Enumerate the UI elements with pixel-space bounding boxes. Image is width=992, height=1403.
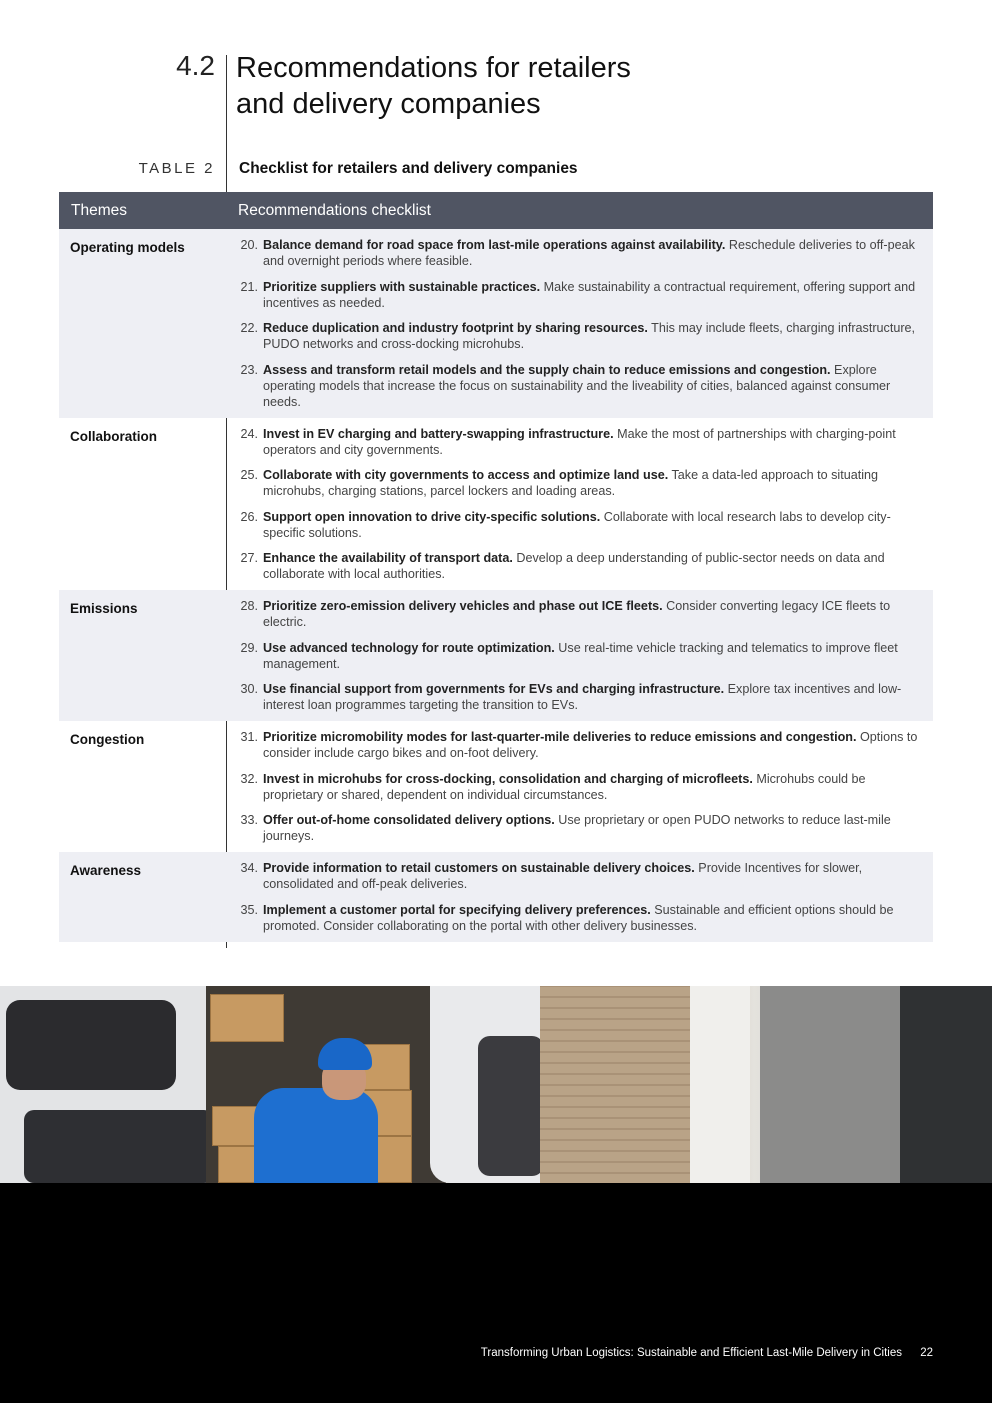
worker-shirt: [254, 1088, 378, 1183]
footer-title: Transforming Urban Logistics: Sustainable and Efficient Last-Mile Delivery in Cities: [480, 1347, 902, 1359]
item-detail: Take a data-led approach to situating microhubs, charging stations, parcel lockers and loading areas.: [263, 468, 879, 498]
recommendations-cell: [226, 852, 933, 942]
recommendation-item: [226, 279, 923, 311]
table-row: [59, 229, 933, 418]
table-row: [59, 418, 933, 591]
item-headline: Assess and transform retail models and the supply chain to reduce emissions and congestion.: [263, 362, 831, 377]
item-text: [263, 729, 923, 761]
section-title-line-1: Recommendations for retailers: [236, 52, 631, 84]
item-number: 22.: [240, 321, 258, 335]
item-headline: Provide information to retail customers on sustainable delivery choices.: [263, 861, 695, 875]
recommendation-item: [226, 362, 923, 410]
item-headline: Reduce duplication and industry footprint by sharing resources.: [263, 321, 648, 335]
item-text: [263, 550, 923, 582]
glass-door: [900, 986, 992, 1183]
item-headline: Use advanced technology for route optimization.: [263, 640, 555, 655]
item-text: [263, 467, 923, 499]
item-detail: Develop a deep understanding of public-sector needs on data and collaborate with local authorities.: [263, 551, 885, 581]
recommendation-item: [226, 598, 923, 630]
page-number: 22: [920, 1347, 933, 1359]
van-panel: [24, 1110, 214, 1183]
item-text: [263, 812, 923, 844]
item-text: [263, 598, 923, 630]
item-number: 35.: [240, 902, 258, 917]
item-headline: Prioritize suppliers with sustainable practices.: [263, 279, 541, 294]
recommendation-item: [226, 812, 923, 844]
table-header: [59, 192, 933, 229]
item-detail: Use real-time vehicle tracking and telematics to improve fleet management.: [263, 640, 898, 671]
table-label: TABLE 2: [138, 160, 215, 177]
van-window: [6, 1000, 176, 1090]
item-number: 28.: [240, 599, 258, 613]
item-text: [263, 279, 923, 311]
section-number: 4.2: [176, 50, 215, 81]
item-detail: This may include fleets, charging infrastructure, PUDO networks and cross-docking microhubs.: [263, 321, 916, 351]
van-door-window: [478, 1036, 544, 1176]
item-headline: Invest in EV charging and battery-swapping infrastructure.: [263, 426, 614, 441]
section-title: [236, 50, 796, 122]
item-detail: Explore tax incentives and low-interest loan programmes targeting the transition to EVs.: [263, 682, 902, 712]
header-recommendations: Recommendations checklist: [238, 202, 431, 219]
footer-band: [0, 1183, 992, 1403]
item-text: [263, 902, 923, 934]
checklist-table: [59, 192, 933, 942]
parcel-box: [210, 994, 284, 1042]
item-text: [263, 509, 923, 541]
item-headline: Invest in microhubs for cross-docking, consolidation and charging of microfleets.: [263, 771, 753, 786]
table-row: [59, 721, 933, 852]
recommendation-item: [226, 681, 923, 713]
section-header: [0, 48, 992, 128]
item-headline: Use financial support from governments for EVs and charging infrastructure.: [263, 682, 725, 696]
item-detail: Explore operating models that increase the focus on sustainability and the liveability of cities, balanced against consumer needs.: [263, 362, 891, 409]
item-text: [263, 640, 923, 672]
item-headline: Support open innovation to drive city-specific solutions.: [263, 509, 601, 524]
item-headline: Implement a customer portal for specifying delivery preferences.: [263, 902, 651, 917]
table-row: [59, 852, 933, 942]
recommendation-item: [226, 729, 923, 761]
item-detail: Provide Incentives for slower, consolidated and off-peak deliveries.: [263, 861, 863, 891]
item-detail: Microhubs could be proprietary or shared, dependent on individual circumstances.: [263, 771, 866, 802]
item-headline: Enhance the availability of transport data.: [263, 551, 513, 565]
item-number: 31.: [240, 730, 258, 744]
table-body: [59, 229, 933, 942]
recommendations-cell: [226, 721, 933, 852]
recommendation-item: [226, 237, 923, 269]
building-pillar: [690, 986, 750, 1183]
item-detail: Options to consider include cargo bikes and on-foot delivery.: [263, 730, 918, 760]
theme-cell: Congestion: [70, 732, 145, 747]
recommendation-item: [226, 426, 923, 458]
item-number: 33.: [240, 813, 258, 827]
item-number: 32.: [240, 771, 258, 786]
item-text: [263, 681, 923, 713]
item-headline: Balance demand for road space from last-mile operations against availability.: [263, 238, 726, 252]
item-detail: Make sustainability a contractual requirement, offering support and incentives as needed.: [263, 279, 916, 310]
item-number: 23.: [240, 362, 258, 377]
item-headline: Prioritize zero-emission delivery vehicles and phase out ICE fleets.: [263, 599, 663, 613]
delivery-van-photo: [0, 986, 992, 1183]
brick-wall: [540, 986, 710, 1183]
recommendation-item: [226, 550, 923, 582]
recommendations-cell: [226, 229, 933, 418]
theme-cell: Collaboration: [70, 428, 157, 444]
item-detail: Reschedule deliveries to off-peak and overnight periods where feasible.: [263, 238, 915, 268]
recommendation-item: [226, 902, 923, 934]
section-title-line-2: and delivery companies: [236, 88, 541, 120]
item-detail: Use proprietary or open PUDO networks to reduce last-mile journeys.: [263, 813, 891, 843]
table-row: [59, 590, 933, 721]
recommendation-item: [226, 509, 923, 541]
item-text: [263, 237, 923, 269]
item-number: 25.: [240, 468, 258, 482]
item-number: 20.: [240, 238, 258, 252]
recommendation-item: [226, 771, 923, 803]
table-title: Checklist for retailers and delivery companies: [239, 160, 578, 177]
theme-cell: Awareness: [70, 863, 142, 878]
stone-wall: [760, 986, 900, 1183]
item-headline: Collaborate with city governments to access and optimize land use.: [263, 468, 669, 482]
item-text: [263, 426, 923, 458]
item-number: 26.: [240, 509, 258, 524]
recommendation-item: [226, 860, 923, 892]
item-detail: Collaborate with local research labs to develop city-specific solutions.: [263, 509, 891, 540]
recommendation-item: [226, 640, 923, 672]
recommendation-item: [226, 320, 923, 352]
item-text: [263, 771, 923, 803]
recommendations-cell: [226, 418, 933, 591]
item-headline: Offer out-of-home consolidated delivery options.: [263, 813, 555, 827]
theme-cell: Emissions: [70, 601, 138, 616]
recommendations-cell: [226, 590, 933, 721]
item-text: [263, 860, 923, 892]
item-number: 29.: [240, 640, 258, 655]
item-number: 30.: [240, 682, 258, 696]
item-text: [263, 362, 923, 410]
recommendation-item: [226, 467, 923, 499]
item-text: [263, 320, 923, 352]
item-number: 27.: [240, 551, 258, 565]
item-number: 21.: [240, 279, 258, 294]
item-number: 34.: [240, 861, 258, 875]
theme-cell: Operating models: [70, 240, 185, 255]
item-number: 24.: [240, 426, 258, 441]
item-detail: Make the most of partnerships with charging-point operators and city governments.: [263, 426, 896, 457]
item-headline: Prioritize micromobility modes for last-quarter-mile deliveries to reduce emissions and congestion.: [263, 730, 857, 744]
header-themes: Themes: [71, 202, 127, 219]
parcel-box: [212, 1106, 258, 1146]
item-detail: Sustainable and efficient options should be promoted. Consider collaborating on the portal with other delivery businesses.: [263, 902, 894, 933]
item-detail: Consider converting legacy ICE fleets to electric.: [263, 599, 891, 629]
